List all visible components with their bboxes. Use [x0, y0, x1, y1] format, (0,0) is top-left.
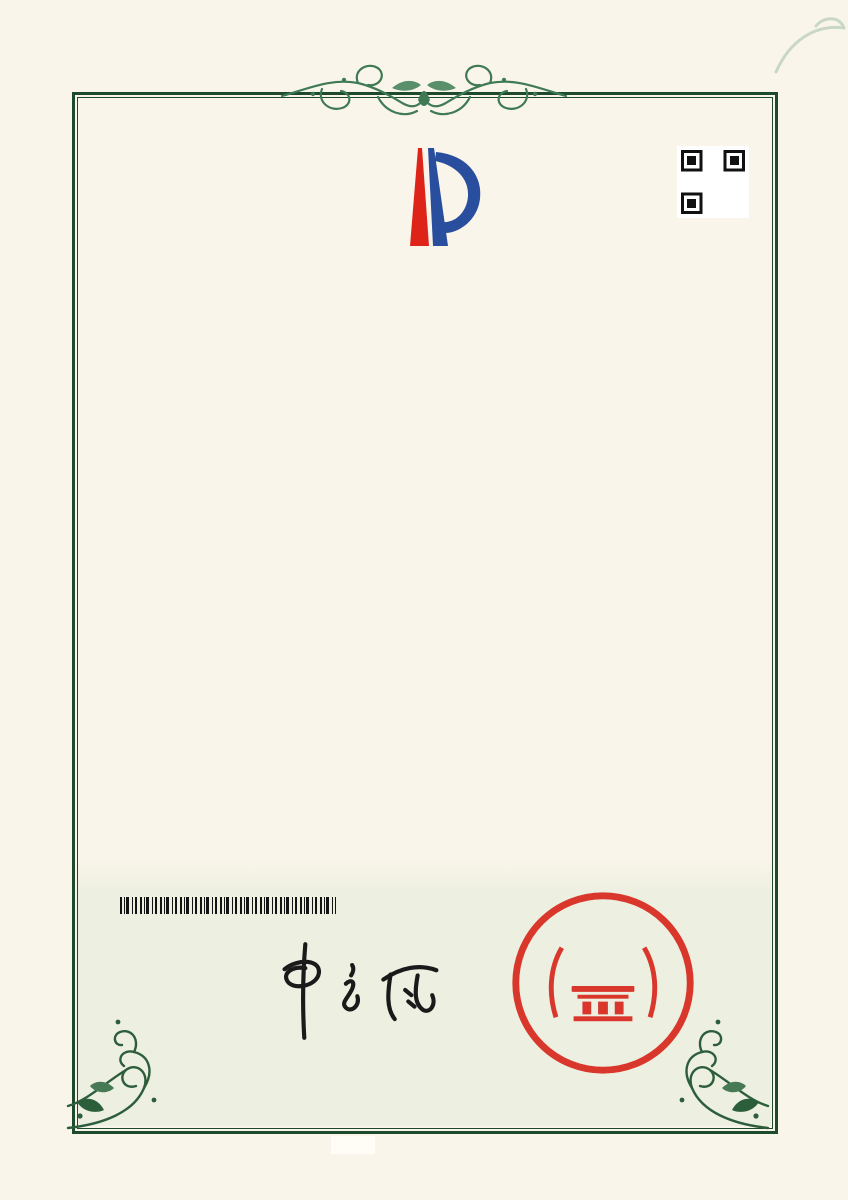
agency-seal — [505, 885, 701, 1081]
barcode — [120, 897, 336, 914]
field-row-patent-number — [115, 453, 755, 505]
field-list — [115, 350, 755, 711]
national-emblem-icon — [551, 948, 654, 1022]
field-row-filing-date — [115, 505, 755, 557]
field-row-name — [115, 350, 755, 402]
field-row-patentee — [115, 556, 755, 608]
field-row-grant-date — [115, 659, 755, 711]
cnipa-logo-icon — [336, 140, 486, 258]
continuation-note — [331, 1136, 375, 1154]
field-row-inventor — [115, 402, 755, 454]
director-handwritten-signature — [243, 938, 455, 1042]
qr-code — [677, 146, 749, 218]
field-row-address — [115, 608, 755, 660]
